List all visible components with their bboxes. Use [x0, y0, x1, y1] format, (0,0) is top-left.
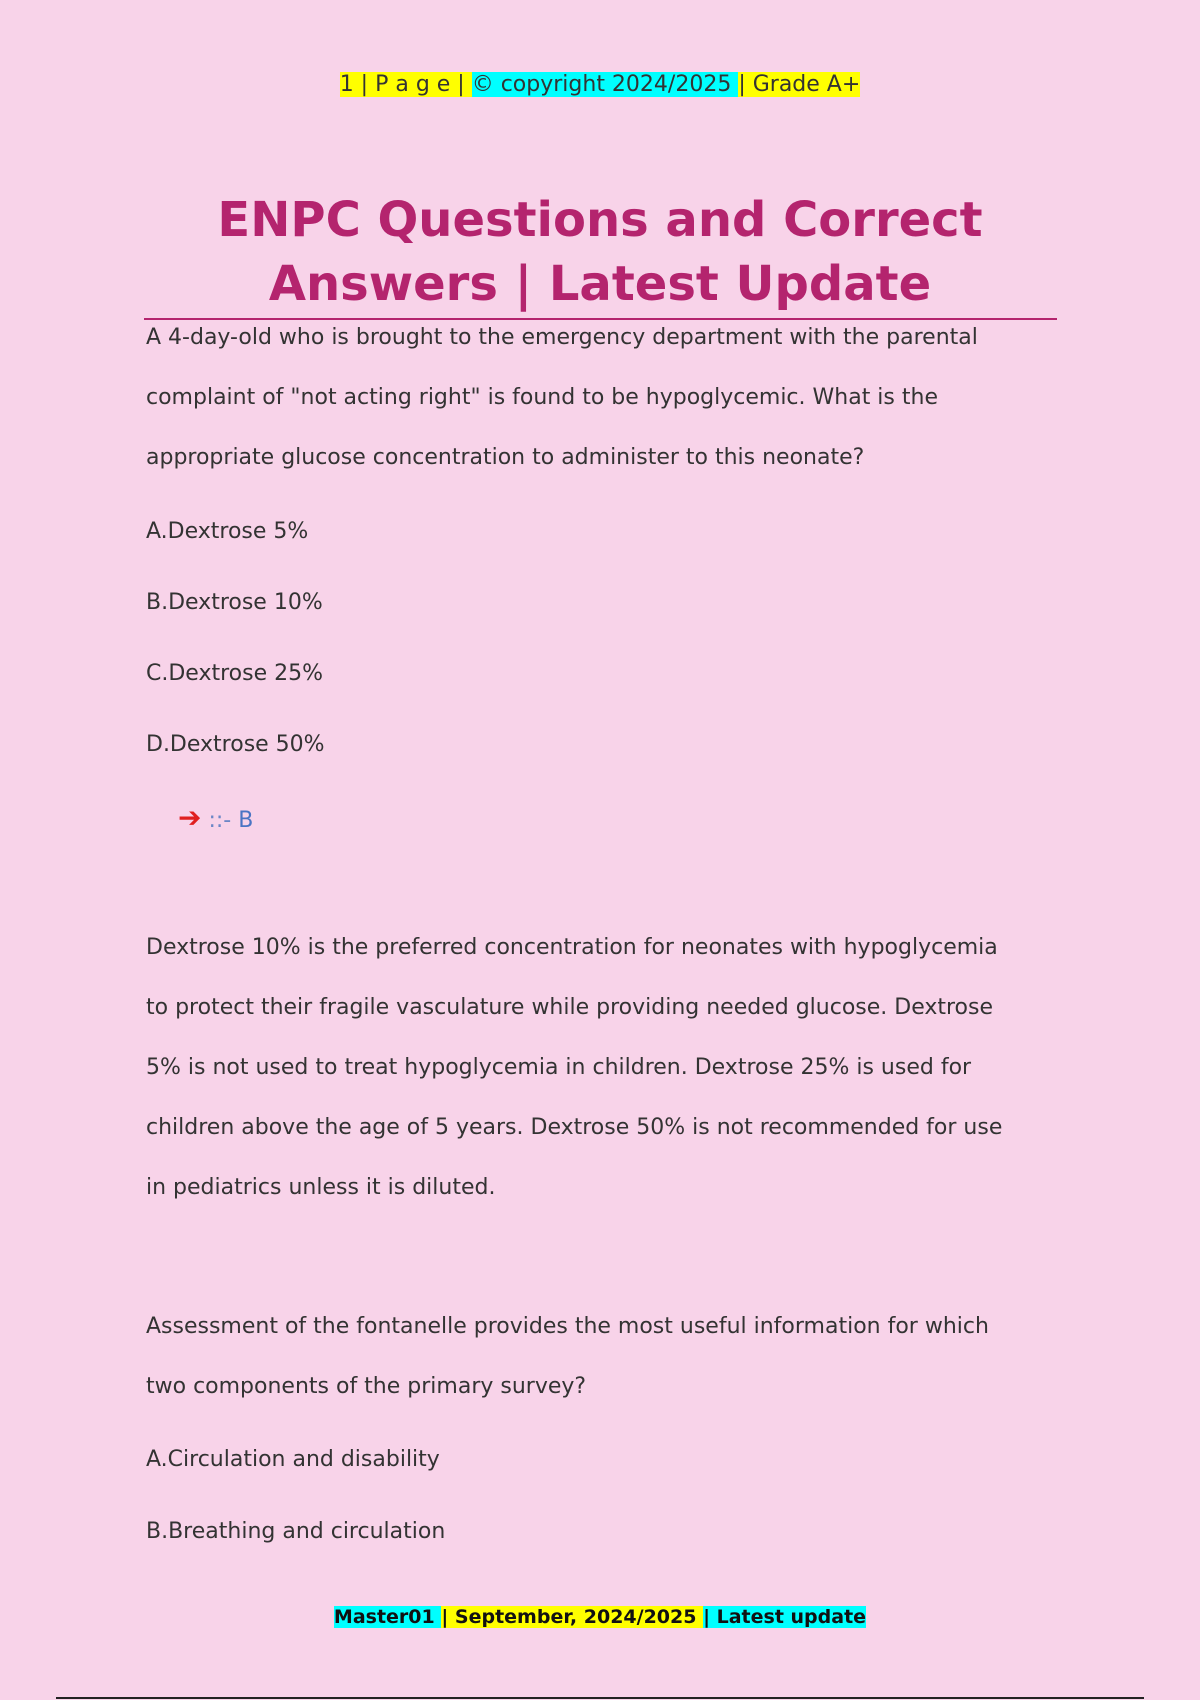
arrow-right-icon: ➔	[178, 801, 202, 834]
option-a: A.Circulation and disability	[146, 1447, 440, 1472]
question-2-options	[146, 1424, 1056, 1568]
question-2-line-1: Assessment of the fontanelle provides the most useful information for which	[146, 1314, 989, 1339]
question-1-text	[146, 308, 1056, 488]
footer-label: | Latest update	[703, 1606, 867, 1628]
option-c: C.Dextrose 25%	[146, 661, 323, 686]
question-1-line-2: complaint of "not acting right" is found to be hypoglycemic. What is the	[146, 385, 938, 410]
explanation-line-4: children above the age of 5 years. Dextrose 50% is not recommended for use	[146, 1115, 1003, 1140]
option-b: B.Dextrose 10%	[146, 590, 323, 615]
footer-separator: |	[441, 1606, 455, 1628]
copyright-label: © copyright 2024/2025	[471, 72, 739, 97]
document-title	[145, 188, 1055, 316]
option-a: A.Dextrose 5%	[146, 519, 309, 544]
page-number-label: 1 | P a g e |	[339, 72, 472, 97]
explanation-line-3: 5% is not used to treat hypoglycemia in children. Dextrose 25% is used for	[146, 1055, 972, 1080]
question-1-explanation	[146, 918, 1056, 1218]
question-2-text	[146, 1297, 1056, 1417]
option-d: D.Dextrose 50%	[146, 732, 325, 757]
answer-letter: B	[238, 808, 254, 833]
page-footer	[0, 1604, 1200, 1630]
explanation-line-5: in pediatrics unless it is diluted.	[146, 1175, 496, 1200]
page-header	[0, 70, 1200, 100]
bottom-divider	[56, 1697, 1144, 1699]
answer-row	[178, 800, 253, 839]
title-line-1: ENPC Questions and Correct	[217, 192, 983, 248]
answer-separator: ::-	[201, 808, 239, 833]
option-b: B.Breathing and circulation	[146, 1519, 446, 1544]
footer-author: Master01	[333, 1606, 442, 1628]
footer-date: September, 2024/2025	[454, 1606, 704, 1628]
question-1-line-1: A 4-day-old who is brought to the emergency department with the parental	[146, 325, 978, 350]
grade-label: | Grade A+	[738, 72, 861, 97]
explanation-line-2: to protect their fragile vasculature while providing needed glucose. Dextrose	[146, 995, 994, 1020]
question-1-line-3: appropriate glucose concentration to administer to this neonate?	[146, 445, 865, 470]
explanation-line-1: Dextrose 10% is the preferred concentration for neonates with hypoglycemia	[146, 935, 998, 960]
question-1-options	[146, 496, 1056, 780]
question-2-line-2: two components of the primary survey?	[146, 1374, 587, 1399]
title-line-2: Answers | Latest Update	[268, 256, 932, 312]
